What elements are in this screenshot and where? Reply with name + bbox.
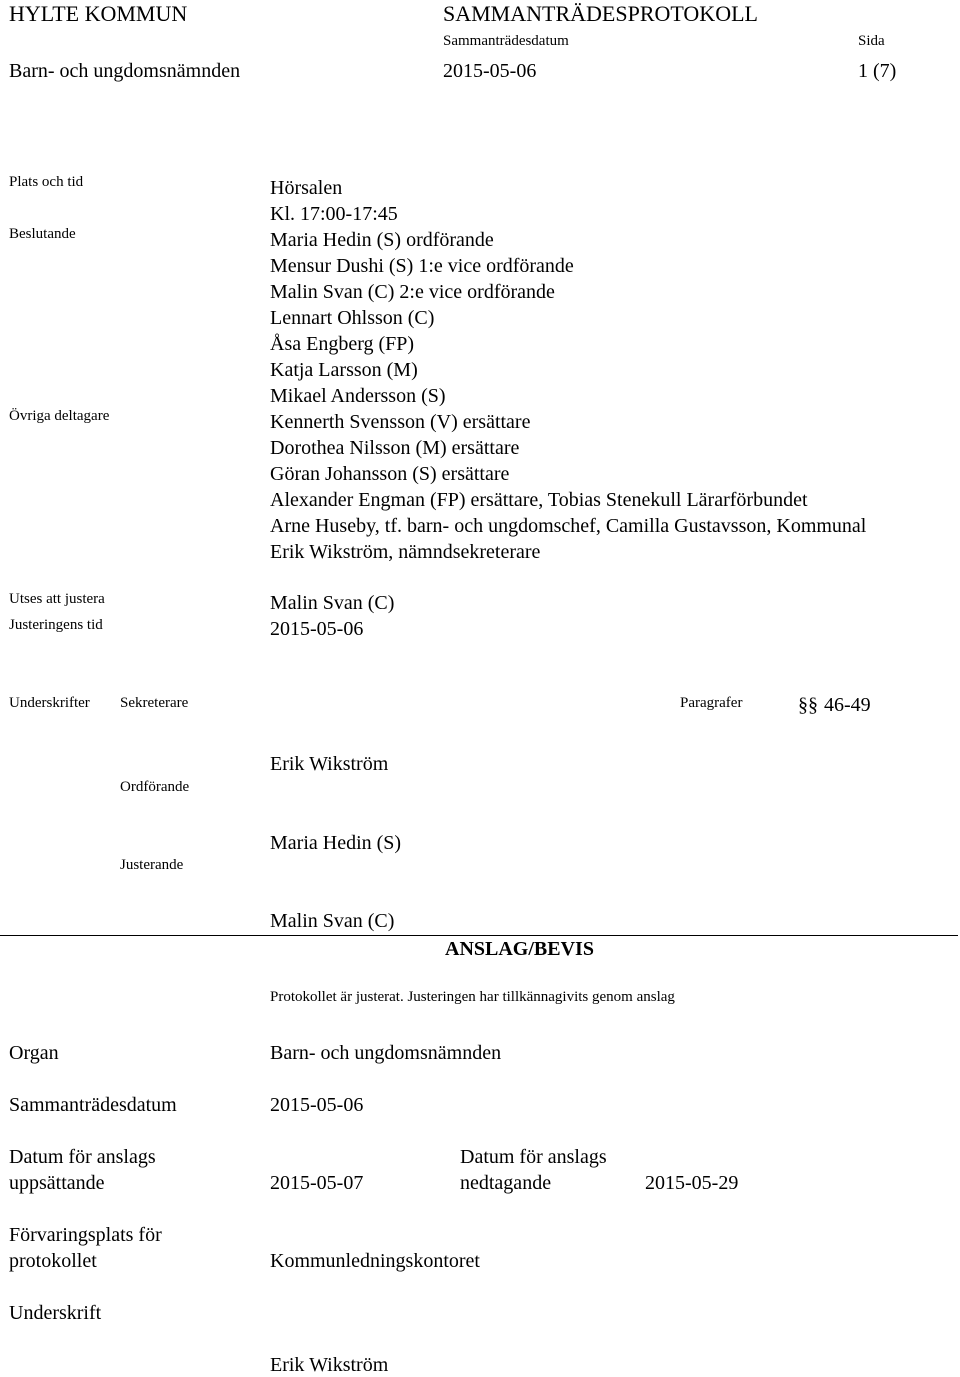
place-time-label: Plats och tid <box>9 174 84 190</box>
removal-date-label-line2: nedtagande <box>460 1172 552 1194</box>
list-item: Kl. 17:00-17:45 <box>270 203 398 225</box>
chair-label: Ordförande <box>120 779 190 795</box>
list-item: Malin Svan (C) 2:e vice ordförande <box>270 281 555 303</box>
divider <box>0 935 958 936</box>
adjustment-time-label: Justeringens tid <box>9 617 103 633</box>
document-type: SAMMANTRÄDESPROTOKOLL <box>443 1 758 26</box>
date-label: Sammanträdesdatum <box>443 33 569 49</box>
list-item: Hörsalen <box>270 177 343 199</box>
secretary-name: Erik Wikström <box>270 753 389 775</box>
municipality-name: HYLTE KOMMUN <box>9 1 188 26</box>
list-item: Kennerth Svensson (V) ersättare <box>270 411 531 433</box>
meeting-date: 2015-05-06 <box>443 60 537 82</box>
list-item: Katja Larsson (M) <box>270 359 418 381</box>
storage-label-line2: protokollet <box>9 1250 97 1272</box>
list-item: Arne Huseby, tf. barn- och ungdomschef, Camilla Gustavsson, Kommunal <box>270 515 867 537</box>
appointed-adjuster-value: Malin Svan (C) <box>270 592 395 614</box>
notice-title: ANSLAG/BEVIS <box>445 938 594 960</box>
posting-date-label-line2: uppsättande <box>9 1172 105 1194</box>
appointed-adjuster-label: Utses att justera <box>9 591 105 607</box>
list-item: Dorothea Nilsson (M) ersättare <box>270 437 520 459</box>
list-item: Erik Wikström, nämndsekreterare <box>270 541 541 563</box>
chair-name: Maria Hedin (S) <box>270 832 402 854</box>
participants-list <box>270 175 866 565</box>
paragraphs-label: Paragrafer <box>680 695 743 711</box>
organ-value: Barn- och ungdomsnämnden <box>270 1042 502 1064</box>
paragraphs-value: 46-49 <box>824 694 871 716</box>
list-item: Mensur Dushi (S) 1:e vice ordförande <box>270 255 574 277</box>
section-sign-icon: §§ <box>798 694 818 716</box>
list-item: Lennart Ohlsson (C) <box>270 307 435 329</box>
adjuster-name: Malin Svan (C) <box>270 910 395 932</box>
notice-statement: Protokollet är justerat. Justeringen har tillkännagivits genom anslag <box>270 989 675 1005</box>
page-number: 1 (7) <box>858 60 897 82</box>
list-item: Åsa Engberg (FP) <box>270 333 415 355</box>
organ-label: Organ <box>9 1042 59 1064</box>
page-label: Sida <box>858 33 885 49</box>
signature-label: Underskrift <box>9 1302 102 1324</box>
storage-value: Kommunledningskontoret <box>270 1250 480 1272</box>
list-item: Göran Johansson (S) ersättare <box>270 463 510 485</box>
meeting-date-value: 2015-05-06 <box>270 1094 364 1116</box>
deciding-label: Beslutande <box>9 226 76 242</box>
secretary-label: Sekreterare <box>120 695 189 711</box>
other-participants-label: Övriga deltagare <box>9 408 110 424</box>
posting-date-label-line1: Datum för anslags <box>9 1146 156 1168</box>
meeting-date-label: Sammanträdesdatum <box>9 1094 177 1116</box>
adjuster-label: Justerande <box>120 857 184 873</box>
list-item: Mikael Andersson (S) <box>270 385 446 407</box>
storage-label-line1: Förvaringsplats för <box>9 1224 162 1246</box>
adjustment-time-value: 2015-05-06 <box>270 618 364 640</box>
signature-name: Erik Wikström <box>270 1354 389 1376</box>
committee-name: Barn- och ungdomsnämnden <box>9 60 241 82</box>
removal-date-value: 2015-05-29 <box>645 1172 739 1194</box>
removal-date-label-line1: Datum för anslags <box>460 1146 607 1168</box>
list-item: Alexander Engman (FP) ersättare, Tobias Stenekull Lärarförbundet <box>270 489 808 511</box>
list-item: Maria Hedin (S) ordförande <box>270 229 494 251</box>
signatures-label: Underskrifter <box>9 695 90 711</box>
posting-date-value: 2015-05-07 <box>270 1172 364 1194</box>
